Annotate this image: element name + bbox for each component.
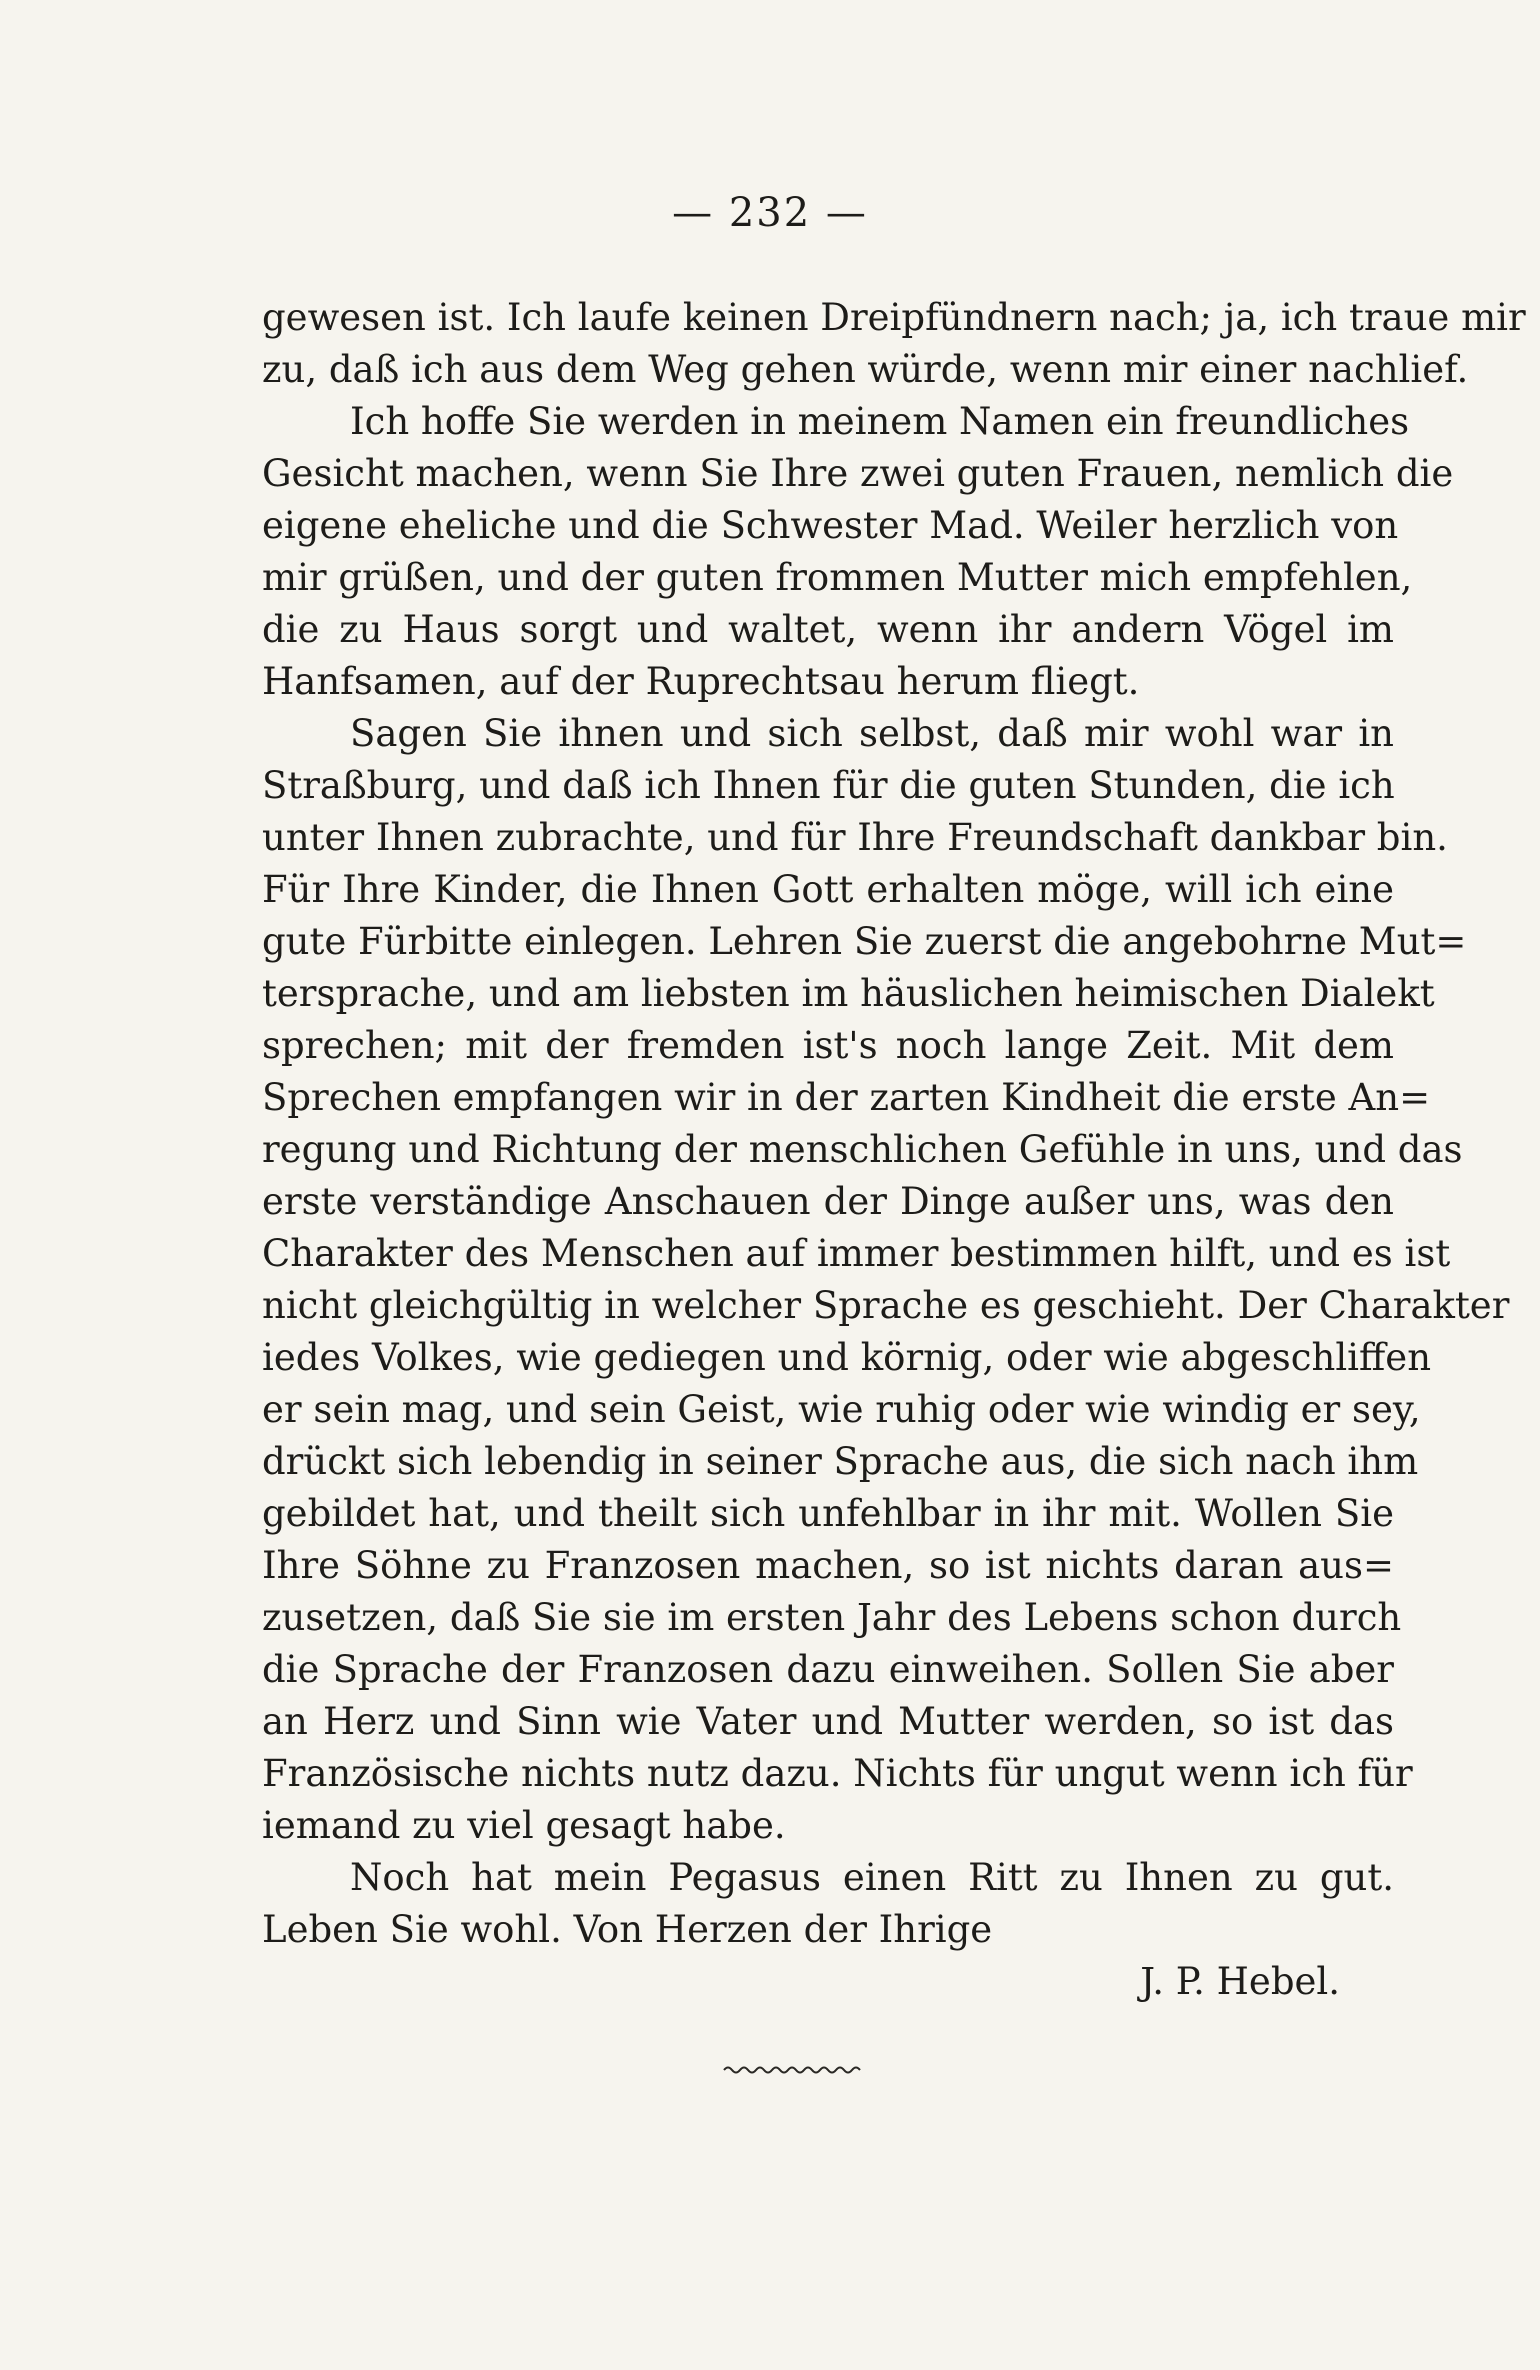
text-line: Leben Sie wohl. Von Herzen der Ihrige — [262, 1908, 993, 1951]
text-line: tersprache, und am liebsten im häuslichen heimischen Dialekt — [262, 972, 1435, 1015]
text-line: Straßburg, und daß ich Ihnen für die guten Stunden, die ich — [262, 764, 1395, 807]
text-line: sprechen; mit der fremden ist's noch lange Zeit. Mit dem — [262, 1024, 1394, 1067]
text-line: iedes Volkes, wie gediegen und körnig, oder wie abgeschliffen — [262, 1336, 1432, 1379]
text-line: Sprechen empfangen wir in der zarten Kindheit die erste An= — [262, 1076, 1431, 1119]
text-line: eigene eheliche und die Schwester Mad. Weiler herzlich von — [262, 504, 1399, 547]
text-line: die zu Haus sorgt und waltet, wenn ihr andern Vögel im — [262, 608, 1394, 651]
text-line: an Herz und Sinn wie Vater und Mutter werden, so ist das — [262, 1700, 1394, 1743]
text-line: zu, daß ich aus dem Weg gehen würde, wenn mir einer nachlief. — [262, 348, 1469, 391]
text-line: Ich hoffe Sie werden in meinem Namen ein freundliches — [350, 400, 1410, 443]
text-line: Für Ihre Kinder, die Ihnen Gott erhalten möge, will ich eine — [262, 868, 1394, 911]
text-line: gute Fürbitte einlegen. Lehren Sie zuerst die angebohrne Mut= — [262, 920, 1467, 963]
text-line: iemand zu viel gesagt habe. — [262, 1804, 786, 1847]
page-number: — 232 — — [672, 190, 868, 236]
wavy-divider-ornament — [722, 2064, 862, 2076]
text-line: unter Ihnen zubrachte, und für Ihre Freundschaft dankbar bin. — [262, 816, 1448, 859]
text-line: Gesicht machen, wenn Sie Ihre zwei guten Frauen, nemlich die — [262, 452, 1454, 495]
text-line: erste verständige Anschauen der Dinge außer uns, was den — [262, 1180, 1394, 1223]
text-line: nicht gleichgültig in welcher Sprache es geschieht. Der Charakter — [262, 1284, 1510, 1327]
text-line: Charakter des Menschen auf immer bestimmen hilft, und es ist — [262, 1232, 1451, 1275]
text-line: regung und Richtung der menschlichen Gefühle in uns, und das — [262, 1128, 1463, 1171]
text-line: gewesen ist. Ich laufe keinen Dreipfündnern nach; ja, ich traue mir — [262, 296, 1526, 339]
text-line: er sein mag, und sein Geist, wie ruhig oder wie windig er sey, — [262, 1388, 1421, 1431]
text-line: mir grüßen, und der guten frommen Mutter mich empfehlen, — [262, 556, 1413, 599]
text-line: Französische nichts nutz dazu. Nichts für ungut wenn ich für — [262, 1752, 1413, 1795]
text-line: drückt sich lebendig in seiner Sprache aus, die sich nach ihm — [262, 1440, 1419, 1483]
text-line: Ihre Söhne zu Franzosen machen, so ist nichts daran aus= — [262, 1544, 1394, 1587]
text-line: Noch hat mein Pegasus einen Ritt zu Ihnen zu gut. — [350, 1856, 1394, 1899]
text-line: Hanfsamen, auf der Ruprechtsau herum fliegt. — [262, 660, 1140, 703]
signature: J. P. Hebel. — [1140, 1960, 1340, 2003]
text-line: die Sprache der Franzosen dazu einweihen. Sollen Sie aber — [262, 1648, 1394, 1691]
text-line: gebildet hat, und theilt sich unfehlbar in ihr mit. Wollen Sie — [262, 1492, 1394, 1535]
letter-text — [262, 292, 1526, 2008]
text-line: zusetzen, daß Sie sie im ersten Jahr des Lebens schon durch — [262, 1596, 1402, 1639]
text-line: Sagen Sie ihnen und sich selbst, daß mir wohl war in — [350, 712, 1394, 755]
